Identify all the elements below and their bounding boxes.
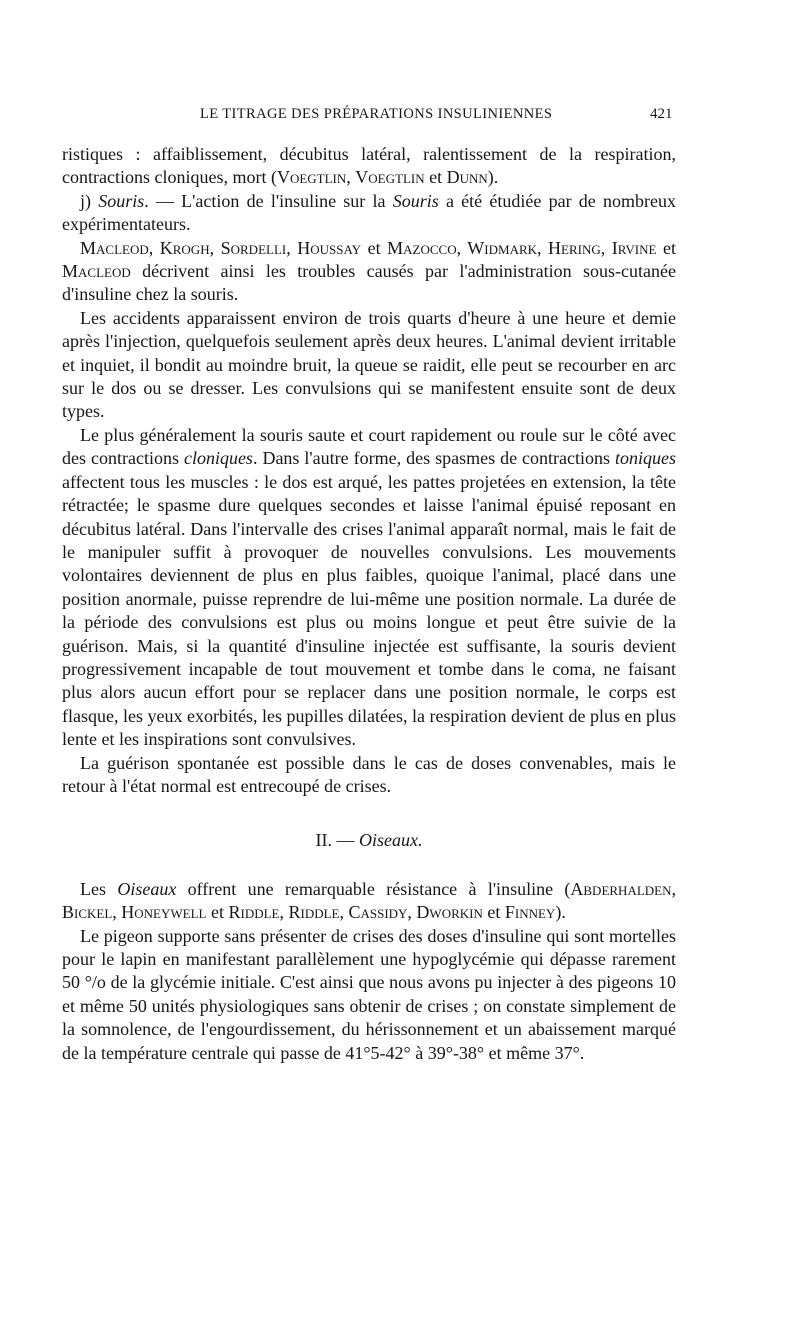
text-run: affectent tous les muscles : le dos est arqué, les pattes projetées en extension, la tête rétractée; le spasme dure quelques secondes et laisse l'animal épuisé reposant en décubitus latéral. Dans l'intervalle des crises l'animal apparaît normal, mais le fait de le manipuler suffit à provoquer de nouvelles convulsions. Les mouvements volontaires deviennent de plus en plus faibles, quoique l'animal, placé dans une position anormale, puisse reprendre de lui-même une position normale. La durée de la période des convulsions est plus ou moins longue et peut être suivie de la guérison. Mais, si la quantité d'insuline injectée est suffisante, la souris devient progressivement incapable de tout mouvement et tombe dans le coma, ne faisant plus alors aucun effort pour se replacer dans une position normale, le corps est flasque, les yeux exorbités, les pupilles dilatées, la respiration devient de plus en plus lente et les inspirations sont convulsives. — [62, 471, 676, 750]
text-run: et — [482, 902, 505, 923]
paragraph-7 — [62, 878, 676, 925]
author-name: Voegtlin — [355, 167, 425, 188]
text-run: . — L'action de l'insuline sur la — [144, 190, 393, 211]
section-number: II. — — [315, 830, 359, 851]
text-run: , — [346, 167, 356, 188]
section-title: Oiseaux. — [359, 830, 423, 851]
section-heading — [62, 829, 676, 852]
text-run: et — [206, 902, 229, 923]
italic-term: Souris — [98, 190, 145, 211]
paragraph-6: La guérison spontanée est possible dans le cas de doses convenables, mais le retour à l'état normal est entrecoupé de crises. — [62, 752, 676, 796]
paragraph-3 — [62, 237, 676, 307]
text-run: j) — [80, 190, 99, 211]
paragraph-5 — [62, 424, 676, 752]
text-run: Les — [80, 878, 118, 899]
page-header — [0, 106, 800, 130]
author-names: Riddle, Riddle, Cassidy, Dworkin — [228, 902, 483, 923]
paragraph-8: Le pigeon supporte sans présenter de crises des doses d'insuline qui sont mortelles pour le lapin en manifestant parallèlement une hypoglycémie qui dépasse rarement 50 °/o de la glycémie initiale. C'est ainsi que nous avons pu injecter à des pigeons 10 et même 50 unités physiologiques sans obtenir de crises ; on constate simplement de la somnolence, de l'engourdissement, du hérissonnement et un abaissement marqué de la température centrale qui passe de 41°5-42° à 39°-38° et même 37°. — [62, 925, 676, 1063]
author-name: Finney — [504, 902, 556, 923]
text-run: ristiques : affaiblissement, décubitus latéral, ralentissement de la respiration, contractions cloniques, mort ( — [62, 144, 676, 188]
italic-term: Oiseaux — [117, 878, 177, 899]
author-name: Dunn — [446, 167, 488, 188]
italic-term: cloniques — [183, 448, 253, 469]
page-number: 421 — [650, 106, 673, 122]
author-names: Macleod, Krogh, Sordelli, Houssay — [80, 237, 362, 258]
text-run: offrent une remarquable résistance à l'insuline ( — [176, 878, 571, 899]
author-names: Mazocco, Widmark, Hering, Irvine — [387, 237, 657, 258]
italic-term: Souris — [392, 190, 439, 211]
running-title: LE TITRAGE DES PRÉPARATIONS INSULINIENNES — [200, 106, 553, 122]
text-run: ). — [555, 902, 566, 923]
author-names: Abderhalden, Bickel, Honeywell — [62, 878, 676, 923]
paragraph-4: Les accidents apparaissent environ de trois quarts d'heure à une heure et demie après l'injection, quelquefois seulement après deux heures. L'animal devient irritable et inquiet, il bondit au moindre bruit, la queue se raidit, elle peut se recourber en arc sur le dos ou se dresser. Les convulsions qui se manifestent ensuite sont de deux types. — [62, 307, 676, 422]
text-run: a été étudiée par de nombreux expérimentateurs. — [62, 190, 676, 235]
text-run: ). — [487, 167, 499, 188]
text-run: et — [424, 167, 447, 188]
text-run: Le plus généralement la souris saute et court rapidement ou roule sur le côté avec des contractions — [62, 424, 676, 469]
text-run: et — [656, 237, 676, 258]
paragraph-2 — [62, 190, 676, 237]
text-run: . Dans l'autre forme, des spasmes de contractions — [252, 448, 616, 469]
body-text — [62, 143, 676, 1065]
italic-term: toniques — [615, 448, 677, 469]
author-names: Macleod — [62, 261, 131, 282]
text-run: décrivent ainsi les troubles causés par l'administration sous-cutanée d'insuline chez la souris. — [62, 261, 676, 305]
author-name: Voegtlin — [276, 167, 347, 188]
text-run: et — [361, 237, 388, 258]
paragraph-1 — [62, 143, 676, 190]
